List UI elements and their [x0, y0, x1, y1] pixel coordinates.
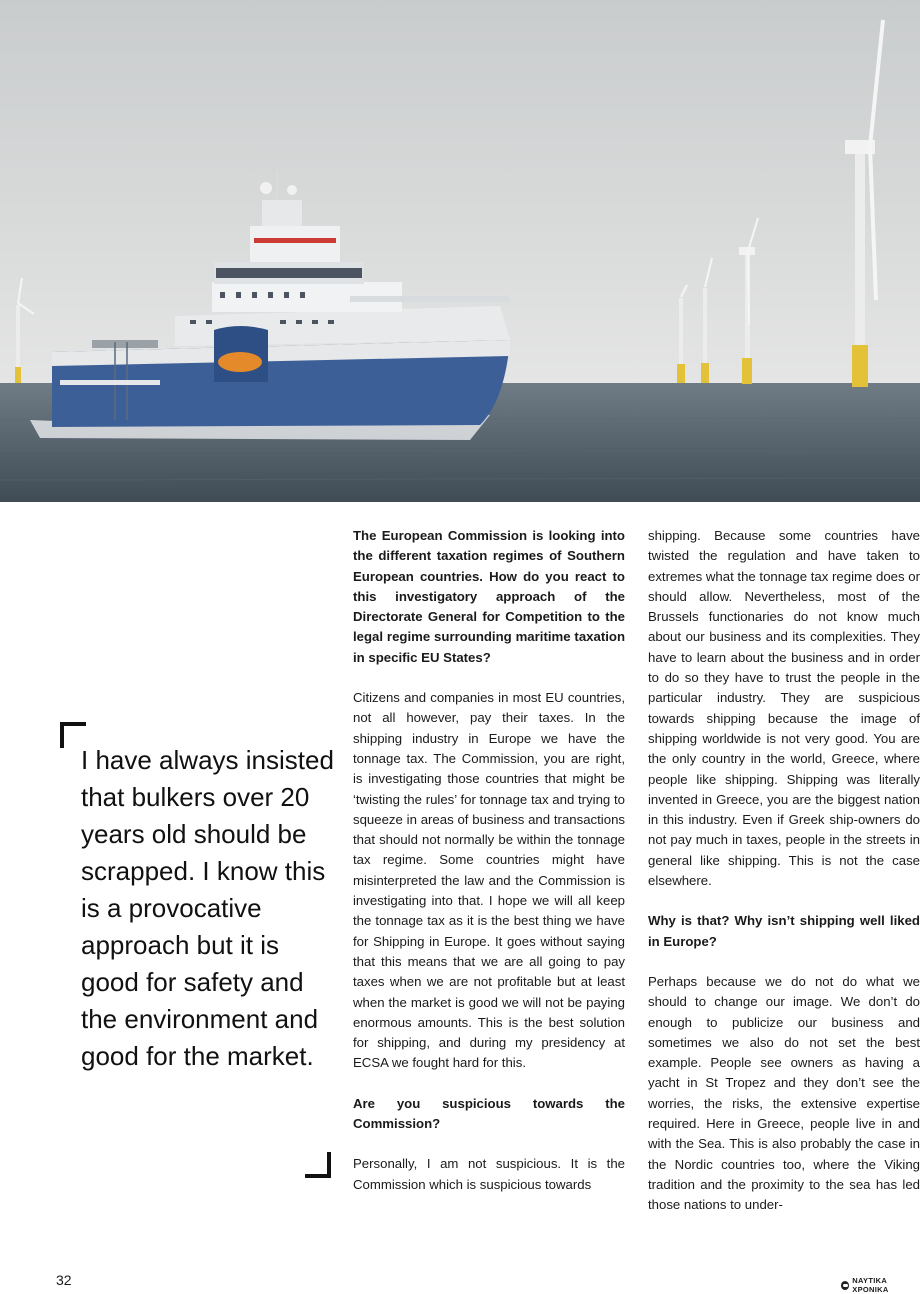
hero-photo-ship-wind-farm: [0, 0, 920, 502]
article-column-1: [353, 526, 625, 1215]
interview-answer: Perhaps because we do not do what we should to change our image. We don’t do enough to publicize our business and sometimes we also do not set the best example. People see owners as having a yacht in St Tropez and they don’t see the worries, the risks, the extensive expertise required. Here in Greece, people live in and with the Sea. This is also probably the case in the Nordic countries too, where the Viking tradition and the proximity to the sea has led those nations to under-: [648, 973, 920, 1213]
interview-answer: Personally, I am not suspicious. It is the Commission which is suspicious towards: [353, 1156, 625, 1192]
brand-name: ΝΑΥΤΙΚΑ ΧΡΟΝΙΚΑ: [852, 1276, 889, 1294]
footer-brand: [841, 1276, 920, 1294]
brand-logo-icon: [841, 1281, 849, 1290]
interview-answer: Citizens and companies in most EU countries, not all however, pay their taxes. In the shipping industry in Europe we have the tonnage tax. The Commission, you are right, is investigating those countries that might be ‘twisting the rules’ for tonnage tax and trying to squeeze in areas of business and transactions that should not normally be within the tonnage tax regime. Some countries might have misinterpreted the law and the Commission is investigating into that. I hope we will all keep the tonnage tax as it is the best thing we have for Shipping in Europe. It goes without saying that this means that we are all going to pay taxes when we are not profitable but at least when the market is good we will not be paying enormous amounts. This is the best solution for shipping, and during my presidency at ECSA we fought hard for this.: [353, 690, 625, 1071]
page-number: 32: [56, 1272, 72, 1288]
pull-quote: I have always insisted that bulkers over 20 years old should be scrapped. I know this is a provocative approach but it is good for safety and the environment and good for the market.: [81, 745, 334, 1071]
article-column-2: [648, 526, 920, 1236]
interview-question: Why is that? Why isn’t shipping well liked in Europe?: [648, 913, 920, 949]
interview-question: Are you suspicious towards the Commission?: [353, 1095, 625, 1132]
interview-answer: shipping. Because some countries have twisted the regulation and have taken to extremes what the tonnage tax regime does or should allow. Nevertheless, most of the Brussels functionaries do not know much about our business and its complexities. They have to learn about the business and in order to do so they have to trust the people in the particular industry. They are suspicious towards shipping because the image of shipping worldwide is not very good. You are the only country in the world, Greece, where people like shipping. Shipping was literally invented in Greece, you are the biggest nation in this industry. Even if Greek ship-owners do not pay much in taxes, people in the streets in general like shipping. This is not the case elsewhere.: [648, 528, 920, 889]
interview-question: The European Commission is looking into the different taxation regimes of Southern European countries. How do you react to this investigatory approach of the Directorate General for Competition to the legal regime surrounding maritime taxation in specific EU States?: [353, 528, 625, 665]
quote-bracket-close: [305, 1152, 331, 1178]
